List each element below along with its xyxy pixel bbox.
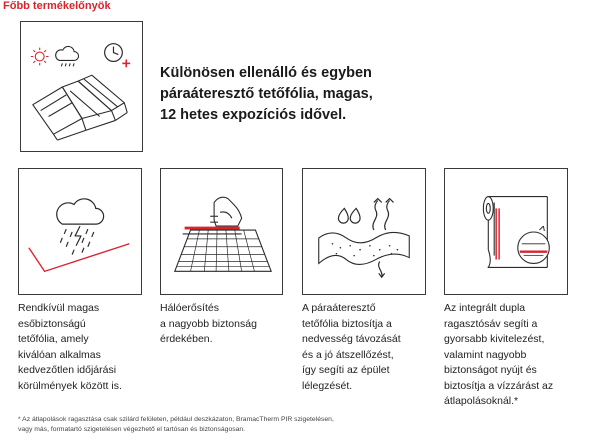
rain-cloud-icon — [56, 46, 79, 66]
hero-line: Különösen ellenálló és egyben — [160, 65, 372, 81]
desc-line: nedvesség távozását — [302, 333, 401, 345]
feature-desc-mesh — [160, 301, 257, 348]
desc-line: esőbiztonságú — [18, 317, 86, 330]
clock-plus-icon — [105, 44, 131, 68]
feature-box-adhesive — [444, 168, 568, 295]
feature-desc-rain — [18, 301, 122, 394]
adhesive-strip-icon — [445, 169, 567, 294]
desc-line: és a jó átszellőzést, — [302, 348, 394, 361]
desc-line: lélegzését. — [302, 379, 353, 392]
sun-icon — [31, 48, 49, 66]
desc-line: így segíti az épület — [302, 364, 390, 376]
roof-membrane-icon — [21, 22, 142, 151]
hero-icon-box — [20, 21, 143, 152]
section-title: Főbb termékelőnyök — [3, 0, 111, 12]
desc-line: Hálóerősítés — [160, 302, 219, 314]
desc-line: kedvezőtlen időjárási — [18, 364, 117, 376]
footnote-line: vagy más, formatartó szigetelésen végezhető el tartósan és biztonságosan. — [18, 426, 246, 433]
desc-line: a nagyobb biztonság — [160, 317, 257, 330]
storm-cloud-icon — [19, 169, 141, 294]
hero-line: páraáteresztő tetőfólia, magas, — [160, 86, 373, 102]
desc-line: A páraáteresztő — [302, 302, 376, 314]
feature-box-rain — [18, 168, 142, 295]
feature-desc-adhesive — [444, 301, 553, 410]
desc-line: tetőfólia, amely — [18, 333, 89, 345]
desc-line: érdekében. — [160, 333, 213, 345]
footnote — [18, 415, 334, 435]
desc-line: biztonságot nyújt és — [444, 364, 537, 376]
desc-line: körülmények között is. — [18, 379, 122, 392]
hero-line: 12 hetes expozíciós idővel. — [160, 107, 347, 123]
footnote-line: * Az átlapolások ragasztása csak szilárd felületen, például deszkázaton, BramacTherm PIR szigetelésen, — [18, 416, 334, 423]
desc-line: ragasztósáv segíti a — [444, 317, 538, 330]
desc-line: kiválóan alkalmas — [18, 348, 101, 361]
desc-line: Az integrált dupla — [444, 302, 526, 314]
desc-line: átlapolásoknál.* — [444, 395, 519, 407]
desc-line: Rendkívül magas — [18, 302, 100, 314]
feature-box-vapour — [302, 168, 426, 295]
desc-line: gyorsabb kivitelezést, — [444, 333, 545, 345]
desc-line: biztosítja a vízzárást az — [444, 379, 554, 392]
hero-headline — [160, 63, 373, 126]
desc-line: tetőfólia biztosítja a — [302, 317, 392, 330]
reinforced-mesh-icon — [161, 169, 282, 294]
vapour-permeable-icon — [303, 169, 425, 294]
feature-desc-vapour — [302, 301, 401, 394]
feature-box-mesh — [160, 168, 283, 295]
desc-line: valamint nagyobb — [444, 348, 527, 361]
